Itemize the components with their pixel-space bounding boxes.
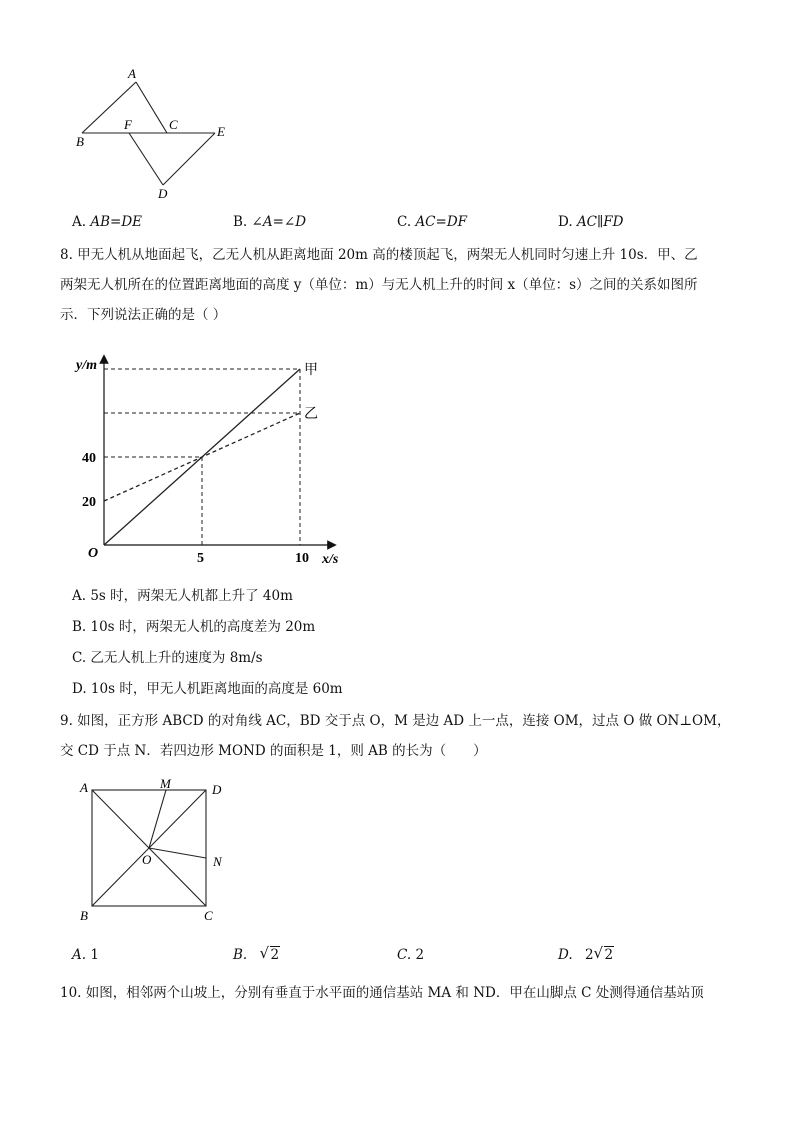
label-e: E	[217, 124, 225, 139]
label-n: N	[213, 854, 222, 869]
label-c: C	[169, 117, 178, 132]
square-figure	[74, 774, 234, 924]
q7-option-c: C. AC=DF	[397, 214, 468, 230]
x-axis-label: x/s	[322, 552, 339, 567]
q9-option-d: D. 2 √ 2	[558, 944, 614, 966]
x-tick-label-1: 10	[295, 551, 309, 566]
label-o: O	[142, 852, 152, 867]
label-c: C	[204, 908, 213, 923]
label-a: A	[80, 780, 88, 795]
q8-line-2: 两架无人机所在的位置距离地面的高度 y（单位：m）与无人机上升的时间 x（单位：s）之间的关系如图所	[60, 277, 698, 293]
height-time-chart	[70, 345, 360, 575]
q9-option-b: B. √ 2	[233, 944, 280, 966]
series-label-1: 乙	[304, 407, 318, 422]
label-f: F	[124, 117, 132, 132]
q9-line-2: 交 CD 于点 N．若四边形 MOND 的面积是 1，则 AB 的长为（ ）	[60, 743, 487, 759]
triangle-figure	[70, 60, 240, 205]
q9-option-a: A. 1	[72, 947, 99, 963]
segment-ac	[136, 82, 167, 133]
q8-option-c: C. 乙无人机上升的速度为 8m/s	[72, 650, 263, 666]
x-tick-label-0: 5	[197, 551, 204, 566]
q7-option-d: D. AC∥FD	[558, 214, 624, 230]
q8-option-a: A. 5s 时，两架无人机都上升了 40m	[72, 588, 293, 604]
q8-line-3: 示．下列说法正确的是（ ）	[60, 307, 227, 323]
q9-option-c: C. 2	[397, 947, 425, 963]
q7-option-a: A. AB=DE	[72, 214, 143, 230]
label-m: M	[160, 776, 171, 791]
sqrt-symbol: √ 2	[259, 944, 280, 963]
y-tick-label-1: 40	[82, 451, 96, 466]
q8-line-1: 8. 甲无人机从地面起飞，乙无人机从距离地面 20m 高的楼顶起飞，两架无人机同时匀速上升 10s．甲、乙	[60, 247, 698, 263]
q9-line-1: 9. 如图，正方形 ABCD 的对角线 AC，BD 交于点 O，M 是边 AD 上一点，连接 OM，过点 O 做 ON⊥OM，	[60, 713, 731, 729]
sqrt-symbol: √ 2	[593, 944, 614, 963]
y-tick-label-0: 20	[82, 495, 96, 510]
q7-option-b: B. ∠A=∠D	[233, 214, 307, 230]
series-label-0: 甲	[304, 363, 318, 378]
label-b: B	[80, 908, 88, 923]
label-d: D	[212, 782, 222, 797]
label-d: D	[158, 186, 168, 201]
segment-de	[163, 133, 215, 185]
q8-option-b: B. 10s 时，两架无人机的高度差为 20m	[72, 619, 316, 635]
label-a: A	[128, 66, 136, 81]
y-axis-label: y/m	[76, 358, 97, 373]
origin-label: O	[88, 546, 99, 561]
q10-line-1: 10. 如图，相邻两个山坡上，分别有垂直于水平面的通信基站 MA 和 ND．甲在山脚点 C 处测得通信基站顶	[60, 985, 704, 1001]
segment-fd	[129, 133, 163, 185]
label-b: B	[76, 134, 84, 149]
q8-option-d: D. 10s 时，甲无人机距离地面的高度是 60m	[72, 681, 343, 697]
